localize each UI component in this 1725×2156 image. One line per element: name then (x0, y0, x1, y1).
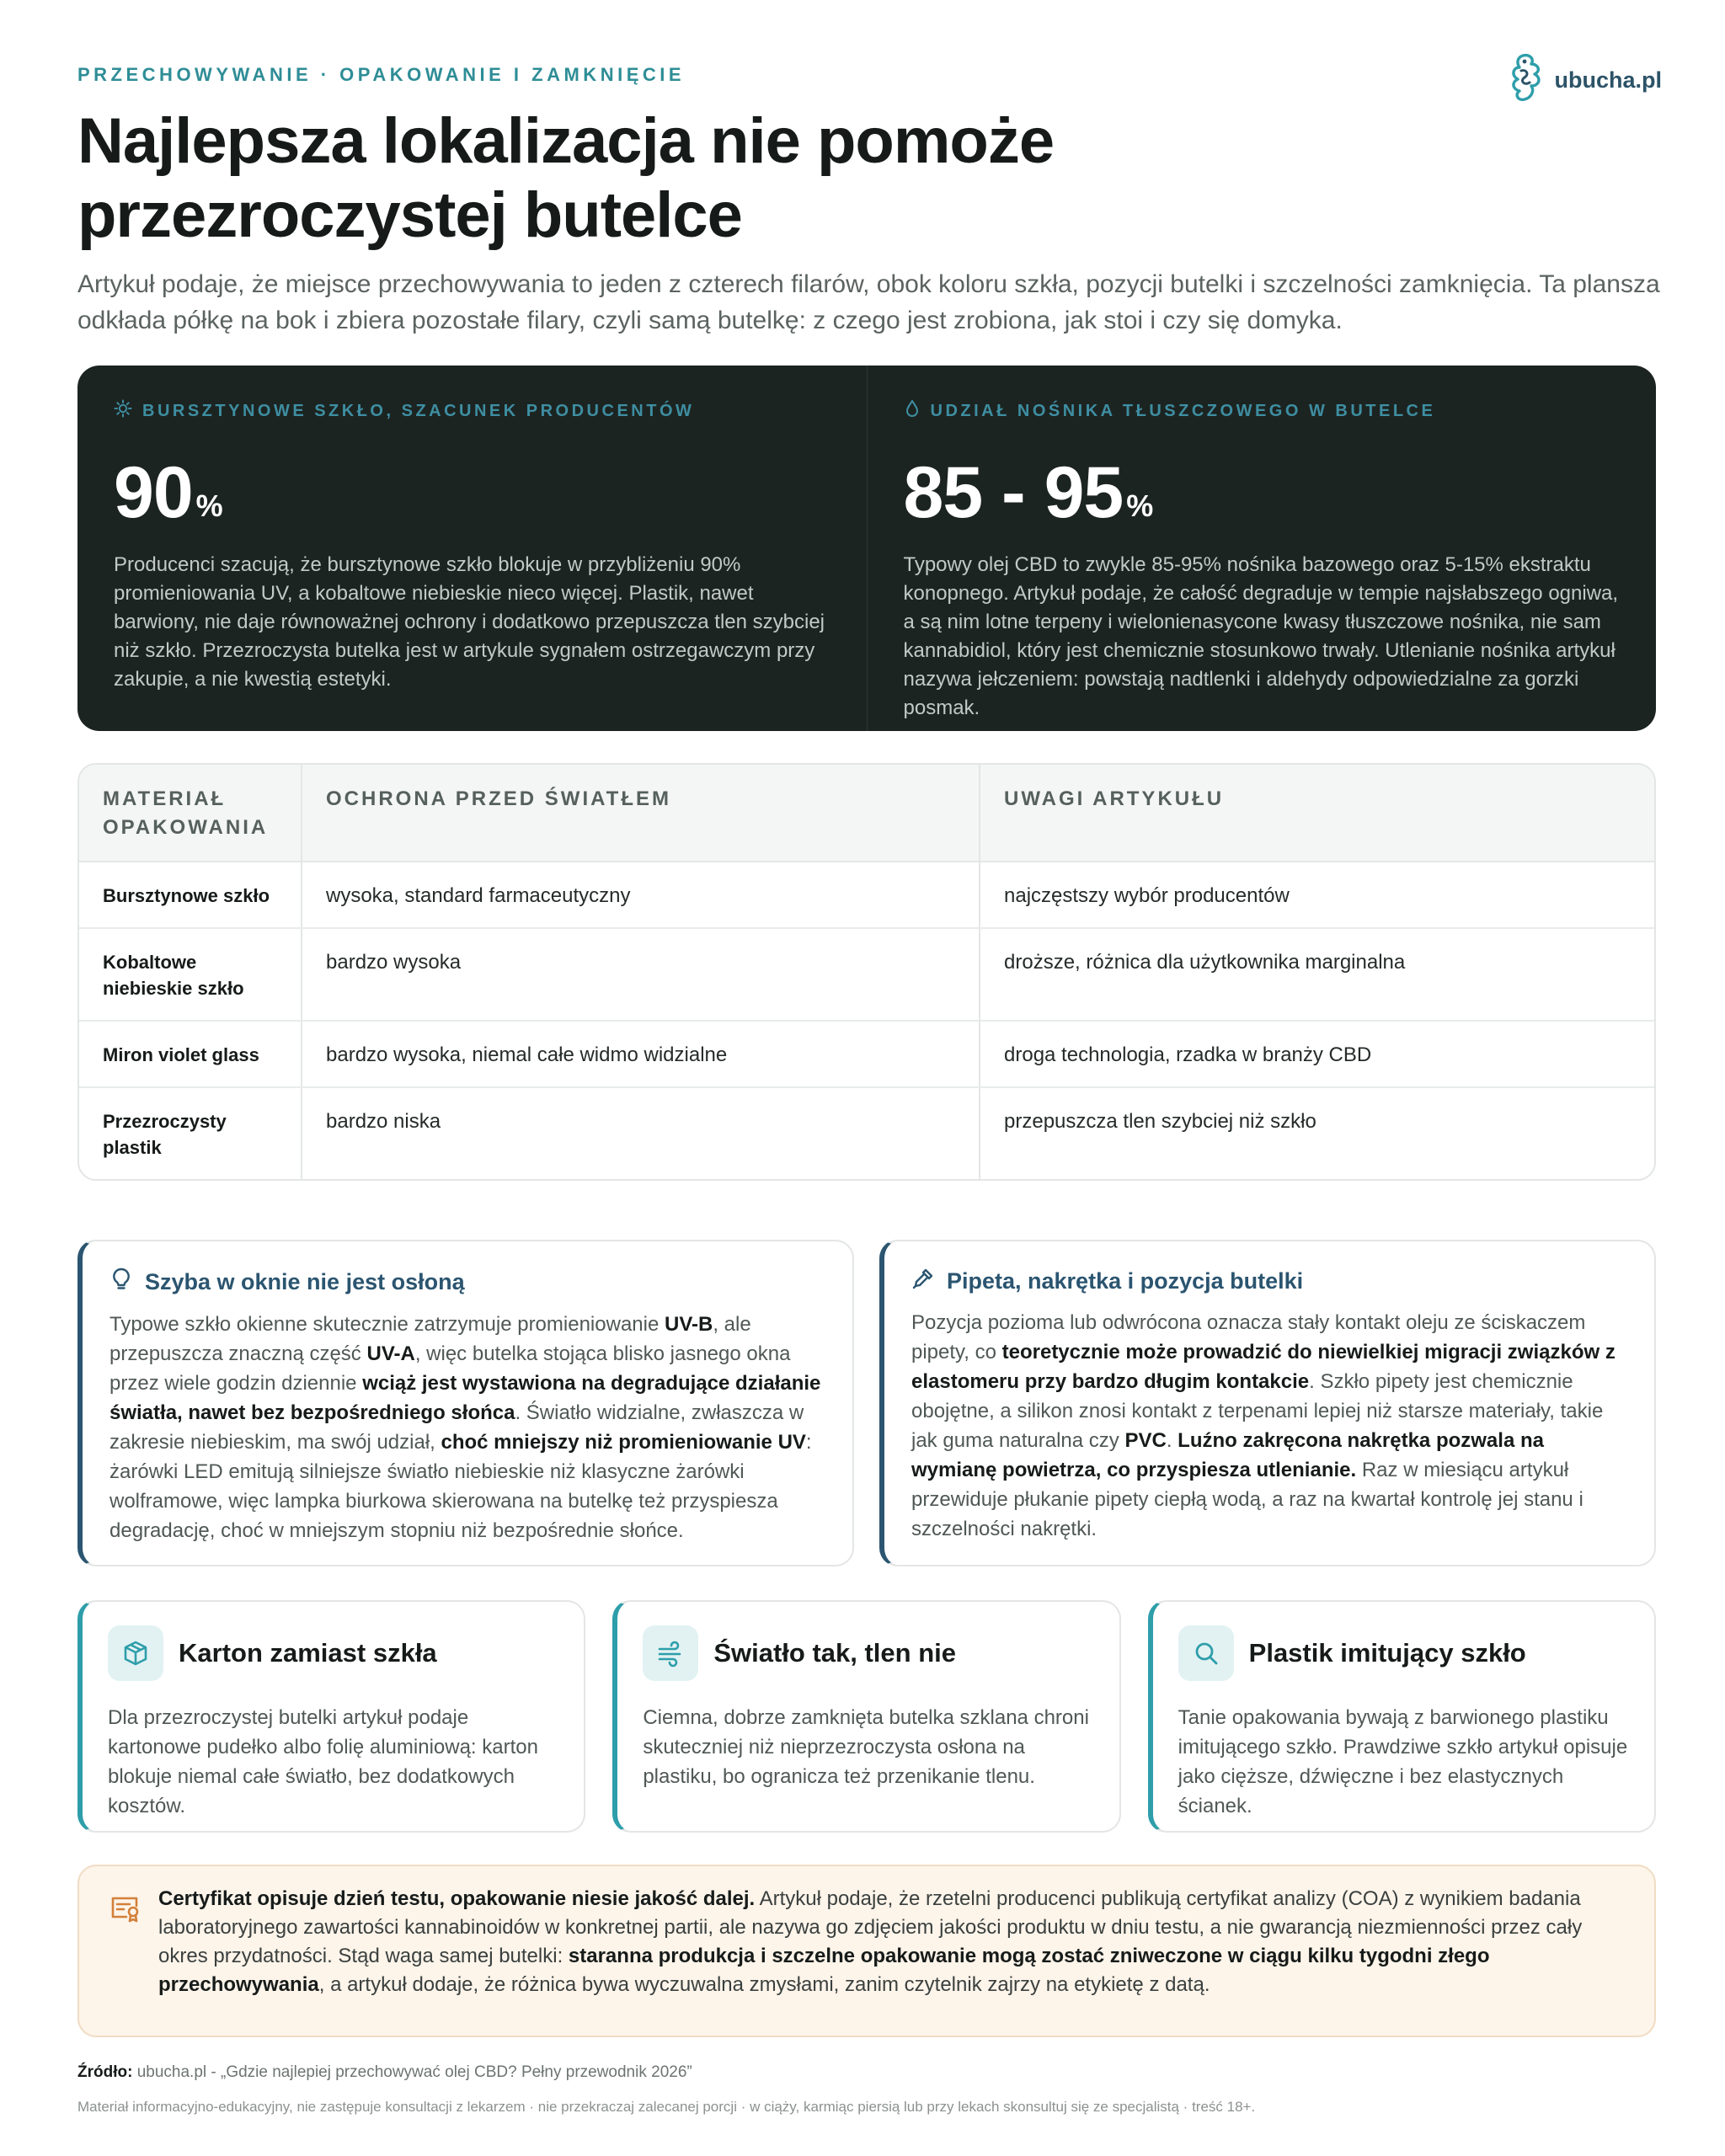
stat-unit: % (195, 488, 223, 523)
cell-material: Przezroczysty plastik (103, 1111, 227, 1158)
sun-icon (114, 399, 132, 423)
pipette-icon (911, 1267, 935, 1296)
magnifier-icon (1178, 1625, 1234, 1681)
table-row (79, 1087, 1654, 1179)
source-line: Źródło: ubucha.pl - „Gdzie najlepiej przechowywać olej CBD? Pełny przewodnik 2026” (77, 2063, 692, 2081)
dragon-logo-icon (1506, 52, 1545, 109)
callout-title: Pipeta, nakrętka i pozycja butelki (947, 1268, 1304, 1294)
cell-notes: droga technologia, rzadka w branży CBD (980, 1021, 1654, 1087)
footer (77, 2063, 1656, 2116)
packaging-table (77, 763, 1656, 1181)
box-icon (108, 1625, 163, 1681)
droplet-icon (904, 399, 921, 423)
stat-amber-glass (77, 366, 867, 731)
column-header-notes: UWAGI ARTYKUŁU (980, 765, 1654, 862)
stat-description: Producenci szacują, że bursztynowe szkło blokuje w przybliżeniu 90% promieniowania UV, a kobaltowe niebieskie nieco więcej. Plastik, nawet barwiony, nie daje równoważnej ochrony i dodatkowo przepuszcza tlen szybciej niż szkło. Przezroczysta butelka jest w artykule sygnałem ostrzegawczym przy zakupie, a nie kwestią estetyki. (114, 553, 825, 691)
card-title: Karton zamiast szkła (179, 1638, 437, 1668)
stat-label: BURSZTYNOWE SZKŁO, SZACUNEK PRODUCENTÓW (142, 401, 695, 420)
card-body: Dla przezroczystej butelki artykuł podaje kartonowe pudełko albo folię aluminiową: karton blokuje niemal całe światło, bez dodatkowych kosztów. (108, 1706, 538, 1817)
stat-carrier-share (867, 366, 1657, 731)
callout-body: Pozycja pozioma lub odwrócona oznacza stały kontakt oleju ze ściskaczem pipety, co teoretycznie może prowadzić do niewielkiej migracji związków z elastomeru przy bardzo długim kontakcie. Szkło pipety jest chemicznie obojętne, a silikon znosi kontakt z terpenami lepiej niż starsze materiały, takie jak guma naturalna czy PVC. Luźno zakręcona nakrętka pozwala na wymianę powietrza, co przyspiesza utlenianie. Raz w miesiącu artykuł przewiduje płukanie pipety ciepłą wodą, a raz na kwartał kontrolę jej stanu i szczelności nakrętki. (911, 1311, 1616, 1540)
cell-protection: bardzo niska (302, 1087, 980, 1179)
column-header-protection: OCHRONA PRZED ŚWIATŁEM (302, 765, 980, 862)
stat-unit: % (1126, 488, 1154, 523)
card-body: Ciemna, dobrze zamknięta butelka szklana chroni skuteczniej niż nieprzezroczysta osłona na plastiku, bo ogranicza też przenikanie tlenu. (643, 1706, 1089, 1788)
lede: Artykuł podaje, że miejsce przechowywania to jeden z czterech filarów, obok koloru szkła, pozycji butelki i szczelności zamknięcia. Ta plansza odkłada półkę na bok i zbiera pozostałe filary, czyli samą butelkę: z czego jest zrobiona, jak stoi i czy się domyka. (77, 270, 1660, 334)
certificate-icon (109, 1895, 142, 1928)
tip-cards (77, 1600, 1656, 1833)
callout-title: Szyba w oknie nie jest osłoną (145, 1269, 465, 1294)
eyebrow: PRZECHOWYWANIE · OPAKOWANIE I ZAMKNIĘCIE (77, 64, 686, 85)
table-row (79, 862, 1654, 928)
stat-value: 85 - 95 (903, 452, 1124, 533)
table-row (79, 1021, 1654, 1087)
cell-notes: droższe, różnica dla użytkownika marginalna (980, 928, 1654, 1021)
stat-description: Typowy olej CBD to zwykle 85-95% nośnika bazowego oraz 5-15% ekstraktu konopnego. Artykuł podaje, że całość degraduje w tempie najsłabszego ogniwa, a są nim lotne terpeny i wielonienasycone kwasy tłuszczowe nośnika, nie sam kannabidiol, który jest chemicznie stosunkowo trwały. Utlenianie nośnika artykuł nazywa jełczeniem: powstają nadtlenki i aldehydy odpowiedzialne za gorzki posmak. (903, 553, 1619, 719)
callout-body: Typowe szkło okienne skutecznie zatrzymuje promieniowanie UV-B, ale przepuszcza znaczną część UV-A, więc butelka stojąca blisko jasnego okna przez wiele godzin dziennie wciąż jest wystawiona na degradujące działanie światła, nawet bez bezpośredniego słońca. Światło widzialne, zwłaszcza w zakresie niebieskim, ma swój udział, choć mniejszy niż promieniowanie UV: żarówki LED emitują silniejsze światło niebieskie niż klasyczne żarówki wolframowe, więc lampka biurkowa skierowana na butelkę też przyspiesza degradację, choć w mniejszym stopniu niż bezpośrednie słońce. (109, 1313, 821, 1542)
cell-protection: bardzo wysoka (302, 928, 980, 1021)
card-cardboard (77, 1600, 585, 1833)
cell-material: Kobaltowe niebieskie szkło (79, 928, 302, 1021)
brand-name: ubucha.pl (1554, 67, 1662, 93)
cell-protection: bardzo wysoka, niemal całe widmo widzialne (302, 1021, 980, 1087)
disclaimer: Materiał informacyjno-edukacyjny, nie zastępuje konsultacji z lekarzem · nie przekraczaj zalecanej porcji · w ciąży, karmiąc piersią lub przy lekach skonsultuj się ze specjalistą · treść 18+. (77, 2099, 1256, 2115)
page-title (77, 104, 1651, 253)
callout-window-glass (77, 1240, 854, 1566)
callouts (77, 1240, 1656, 1566)
title-line-1: Najlepsza lokalizacja nie pomoże (77, 105, 1055, 177)
stat-value: 90 (114, 452, 193, 533)
card-fake-glass (1148, 1600, 1656, 1833)
card-light-oxygen (612, 1600, 1120, 1833)
certificate-note (77, 1865, 1656, 2037)
table-row (79, 928, 1654, 1021)
cell-protection: wysoka, standard farmaceutyczny (302, 862, 980, 928)
header (77, 64, 1660, 339)
cell-material: Bursztynowe szkło (79, 862, 302, 928)
lightbulb-icon (109, 1267, 133, 1298)
card-body: Tanie opakowania bywają z barwionego plastiku imitującego szkło. Prawdziwe szkło artykuł opisuje jako cięższe, dźwięczne i bez elastycznych ścianek. (1178, 1706, 1628, 1817)
table-header-row (79, 765, 1654, 862)
cell-notes: przepuszcza tlen szybciej niż szkło (980, 1087, 1654, 1179)
cell-notes: najczęstszy wybór producentów (980, 862, 1654, 928)
brand-logo[interactable] (1506, 52, 1663, 109)
cell-material: Miron violet glass (79, 1021, 302, 1087)
stat-label: UDZIAŁ NOŚNIKA TŁUSZCZOWEGO W BUTELCE (930, 401, 1436, 420)
note-text: Certyfikat opisuje dzień testu, opakowanie niesie jakość dalej. Artykuł podaje, że rzetelni producenci publikują certyfikat analizy (COA) z wynikiem badania laboratoryjnego zawartości kannabinoidów w konkretnej partii, ale nazywa go zdjęciem jakości produktu w dniu testu, a nie gwarancją niezmienności przez cały okres przydatności. Stąd waga samej butelki: staranna produkcja i szczelne opakowanie mogą zostać zniweczone w ciągu kilku tygodni złego przechowywania, a artykuł dodaje, że różnica bywa wyczuwalna zmysłami, zanim czytelnik zajrzy na etykietę z datą. (158, 1887, 1583, 1996)
source-link[interactable]: ubucha.pl - „Gdzie najlepiej przechowywać olej CBD? Pełny przewodnik 2026” (132, 2063, 692, 2081)
column-header-material: MATERIAŁ OPAKOWANIA (79, 765, 302, 862)
callout-pipette (879, 1240, 1656, 1566)
card-title: Plastik imitujący szkło (1248, 1638, 1526, 1668)
stats-panel (77, 366, 1656, 731)
card-title: Światło tak, tlen nie (713, 1638, 957, 1668)
wind-icon (643, 1625, 698, 1681)
title-line-2: przezroczystej butelce (77, 179, 742, 251)
